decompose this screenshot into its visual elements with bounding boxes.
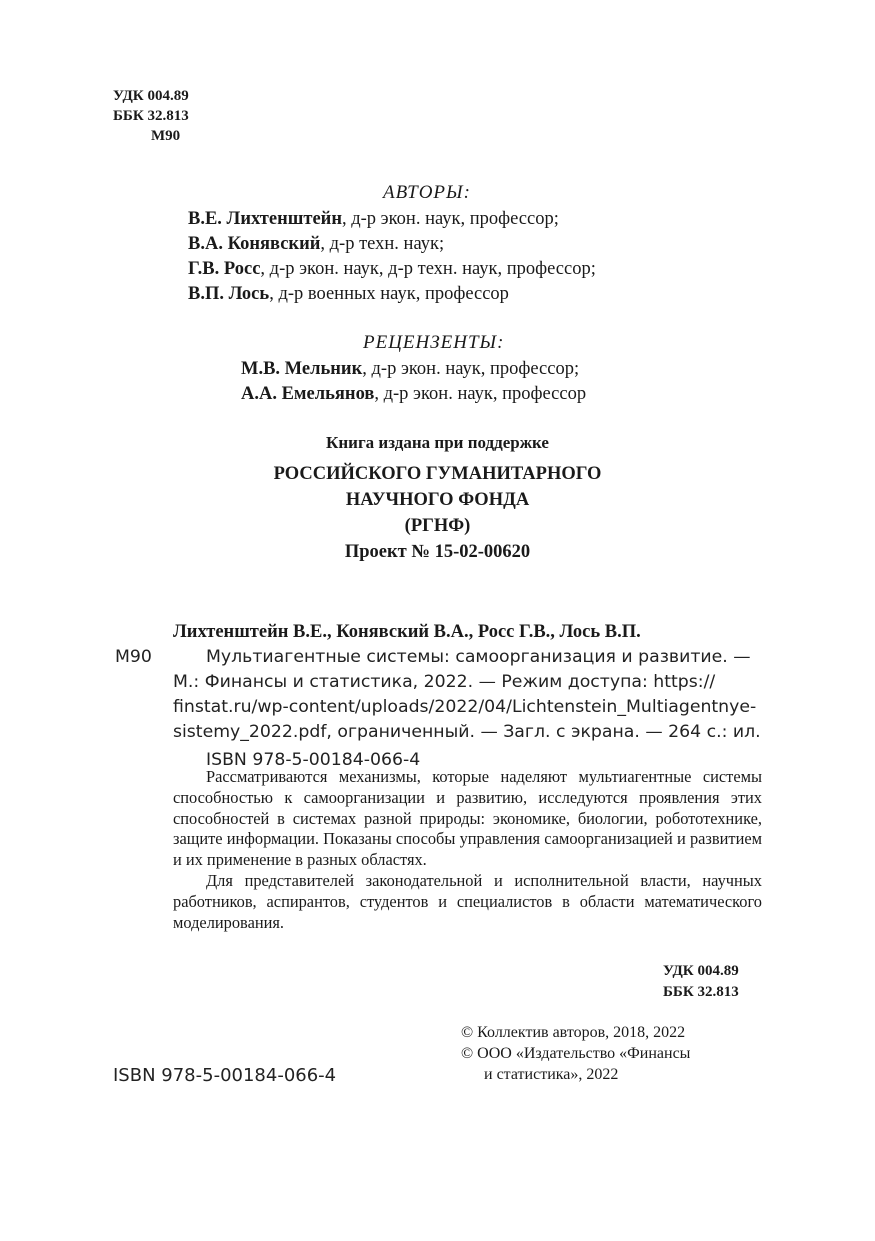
biblio-mark: М90	[115, 647, 152, 667]
annotation-paragraph: Рассматриваются механизмы, которые наделяют мультиагентные системы способностью к самоорганизации и развитию, исследуются проявления этих способностей в системах разной природы: экономике, биологии, робототехнике, защите информации. Показаны способы управления самоорганизацией и развитием и их применение в разных областях.	[173, 767, 762, 870]
project-number: Проект № 15-02-00620	[344, 542, 531, 562]
author-item	[188, 257, 596, 282]
author-item	[188, 232, 596, 257]
reviewer-name: А.А. Емельянов	[241, 384, 375, 404]
annotation	[173, 767, 762, 933]
author-mark: М90	[151, 128, 181, 144]
copyright-line: и статистика», 2022	[484, 1066, 619, 1083]
reviewer-item	[241, 382, 586, 407]
author-item	[188, 207, 596, 232]
reviewer-details: , д-р экон. наук, профессор;	[362, 359, 580, 379]
isbn-bottom: ISBN 978-5-00184-066-4	[113, 1065, 337, 1086]
author-item	[188, 282, 596, 307]
author-details: , д-р военных наук, профессор	[269, 284, 509, 304]
udk-code: УДК 004.89	[113, 88, 189, 104]
reviewer-details: , д-р экон. наук, профессор	[374, 384, 587, 404]
biblio-line: М.: Финансы и статистика, 2022. — Режим доступа: https://	[173, 672, 716, 692]
reviewer-name: М.В. Мельник	[241, 359, 363, 379]
biblio-authors: Лихтенштейн В.Е., Конявский В.А., Росс Г.В., Лось В.П.	[173, 622, 641, 642]
author-details: , д-р экон. наук, профессор;	[341, 209, 559, 229]
biblio-line: sistemy_2022.pdf, ограниченный. — Загл. с экрана. — 264 с.: ил.	[173, 722, 761, 742]
reviewers-heading: РЕЦЕНЗЕНТЫ:	[363, 332, 505, 353]
fund-line: НАУЧНОГО ФОНДА	[345, 490, 530, 510]
biblio-description	[173, 645, 761, 773]
annotation-paragraph: Для представителей законодательной и исполнительной власти, научных работников, аспирантов, студентов и специалистов в области математического моделирования.	[173, 870, 762, 932]
copyright-line: © ООО «Издательство «Финансы	[461, 1045, 691, 1062]
fund-line: (РГНФ)	[404, 516, 471, 536]
biblio-line: finstat.ru/wp-content/uploads/2022/04/Lichtenstein_Multiagentnye-	[173, 697, 757, 717]
udk-code-bottom: УДК 004.89	[663, 963, 739, 979]
biblio-line: Мультиагентные системы: самоорганизация и развитие. —	[206, 647, 751, 667]
author-name: Г.В. Росс	[188, 259, 261, 279]
bbk-code: ББК 32.813	[113, 108, 189, 124]
author-name: В.Е. Лихтенштейн	[188, 209, 342, 229]
author-name: В.А. Конявский	[188, 234, 321, 254]
reviewer-item	[241, 357, 586, 382]
reviewers-list	[241, 357, 586, 407]
bbk-code-bottom: ББК 32.813	[663, 984, 739, 1000]
support-intro: Книга издана при поддержке	[326, 433, 549, 452]
author-name: В.П. Лось	[188, 284, 270, 304]
fund-line: РОССИЙСКОГО ГУМАНИТАРНОГО	[273, 464, 602, 484]
author-details: , д-р техн. наук;	[320, 234, 445, 254]
biblio-isbn: ISBN 978-5-00184-066-4	[206, 750, 421, 770]
fund-block	[0, 461, 875, 565]
copyright-line: © Коллектив авторов, 2018, 2022	[461, 1024, 686, 1041]
author-details: , д-р экон. наук, д-р техн. наук, профессор;	[260, 259, 596, 279]
authors-heading: АВТОРЫ:	[383, 182, 471, 203]
bottom-classification	[663, 961, 739, 1003]
classification-block	[113, 86, 189, 146]
authors-list	[188, 207, 596, 307]
copyright-block	[461, 1022, 690, 1085]
